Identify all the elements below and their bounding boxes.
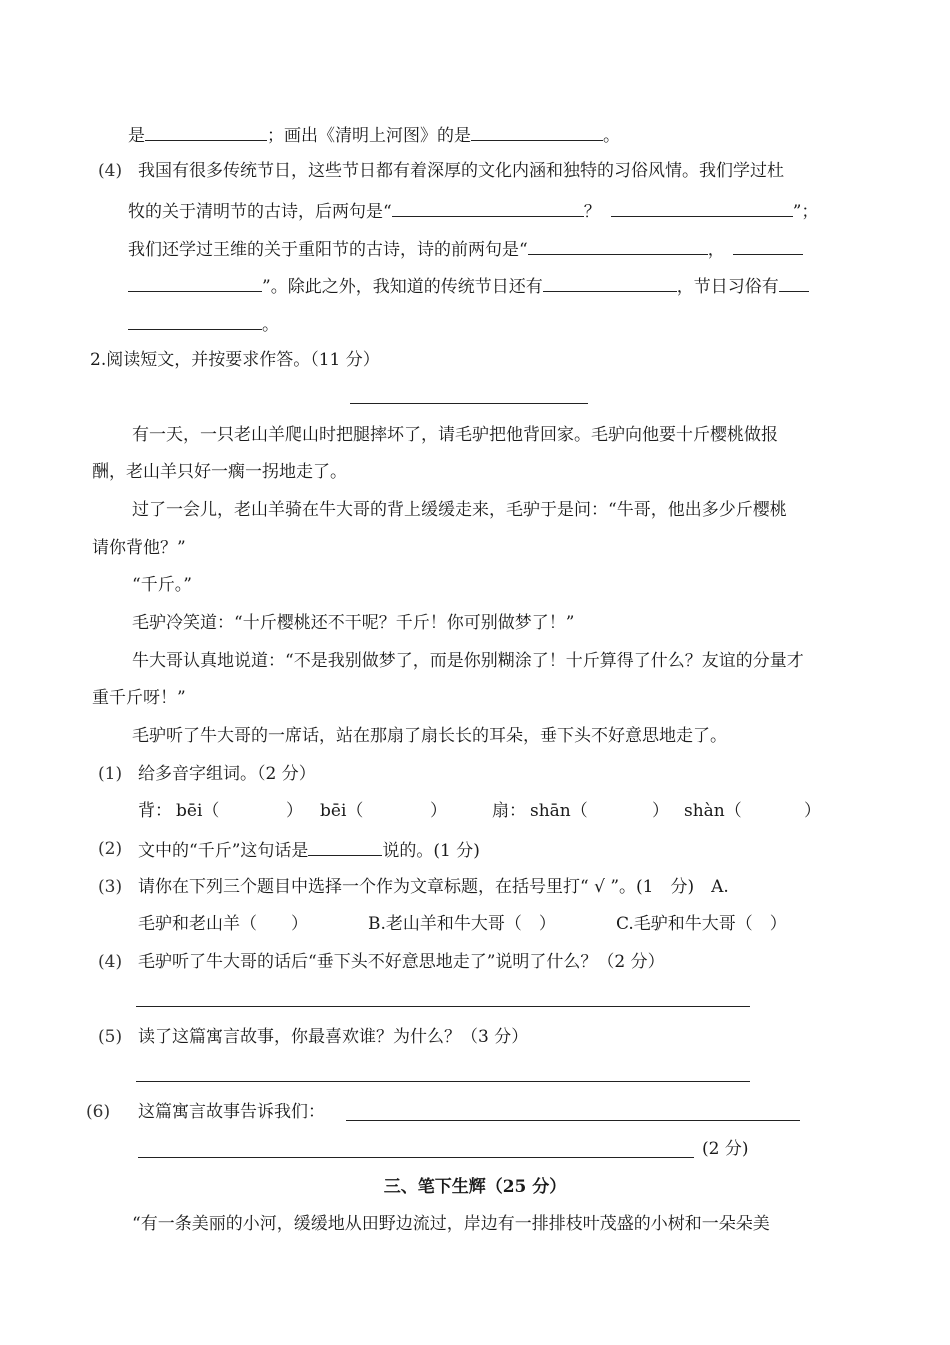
blank[interactable] [128, 311, 262, 330]
item4-line4 [128, 273, 809, 297]
question-4-text: 毛驴听了牛大哥的话后“垂下头不好意思地走了”说明了什么？（2 分） [138, 952, 665, 972]
q1-line1-text-c: 。 [603, 126, 620, 146]
item4-line3-text-a: 我们还学过王维的关于重阳节的古诗，诗的前两句是“ [128, 240, 528, 260]
item4-line2 [128, 198, 818, 222]
paren-close: ） [652, 801, 669, 821]
paren-close: ） [430, 801, 447, 821]
item4-line5 [128, 311, 279, 335]
blank[interactable] [128, 273, 262, 292]
section-3-title: 三、笔下生辉（25 分） [383, 1177, 567, 1197]
blank[interactable] [779, 273, 809, 292]
question-3-text: 请你在下列三个题目中选择一个作为文章标题，在括号里打“ √ ”。(1 分) A. [138, 877, 729, 897]
question-2-number: (2) [98, 839, 123, 859]
question-3-option-c[interactable]: C.毛驴和牛大哥（ ） [616, 914, 787, 934]
story-p2-l2: 请你背他？” [92, 538, 186, 558]
question-2-line [138, 837, 480, 861]
answer-line[interactable] [346, 1120, 800, 1121]
item4-line3 [128, 236, 803, 260]
question-3-option-b[interactable]: B.老山羊和牛大哥（ ） [368, 914, 556, 934]
item4-number: (4) [98, 161, 123, 181]
question-6-number: (6) [86, 1102, 111, 1122]
paren-close: ） [804, 801, 821, 821]
paren-close: ） [286, 801, 303, 821]
question-6-text: 这篇寓言故事告诉我们： [138, 1102, 325, 1122]
q2-heading: 2.阅读短文，并按要求作答。（11 分） [90, 350, 380, 370]
item4-line2-text-c: ”； [792, 202, 819, 222]
answer-line[interactable] [136, 1081, 750, 1082]
q1-line1-text-a: 是 [128, 126, 145, 146]
question-3-number: (3) [98, 877, 123, 897]
question-2-text-a: 文中的“千斤”这句话是 [138, 841, 309, 861]
story-p3: “千斤。” [132, 575, 192, 595]
item4-line4-text-b: ，节日习俗有 [676, 277, 779, 297]
question-1-number: (1) [98, 764, 123, 784]
item4-line1: 我国有很多传统节日，这些节日都有着深厚的文化内涵和独特的习俗风情。我们学过杜 [138, 161, 784, 181]
story-p6: 毛驴听了牛大哥的一席话，站在那扇了扇长长的耳朵，垂下头不好意思地走了。 [132, 726, 727, 746]
question-1-bei2: bēi（ [320, 801, 364, 821]
section-3-intro: “有一条美丽的小河，缓缓地从田野边流过，岸边有一排排枝叶茂盛的小树和一朵朵美 [132, 1214, 770, 1234]
blank[interactable] [733, 236, 803, 255]
answer-line[interactable] [138, 1157, 694, 1158]
item4-line2-text-a: 牧的关于清明节的古诗，后两句是“ [128, 202, 392, 222]
question-1-shan2: shàn（ [684, 801, 742, 821]
blank[interactable] [471, 122, 603, 141]
question-5-text: 读了这篇寓言故事，你最喜欢谁？为什么？（3 分） [138, 1027, 529, 1047]
blank[interactable] [308, 837, 382, 856]
item4-line2-text-b: ？ [583, 202, 601, 222]
item4-line5-text: 。 [262, 315, 279, 335]
story-p4: 毛驴冷笑道：“十斤樱桃还不干呢？千斤！你可别做梦了！” [132, 613, 575, 633]
blank[interactable] [611, 198, 793, 217]
story-p2-l1: 过了一会儿，老山羊骑在牛大哥的背上缓缓走来，毛驴于是问：“牛哥，他出多少斤樱桃 [132, 500, 787, 520]
item4-line3-text-b: ， [707, 240, 725, 260]
question-6-score: (2 分) [702, 1139, 749, 1159]
question-1-text: 给多音字组词。（2 分） [138, 764, 316, 784]
story-title-blank[interactable] [350, 403, 588, 404]
blank[interactable] [392, 198, 584, 217]
question-2-text-b: 说的。(1 分) [382, 841, 480, 861]
story-p1-l1: 有一天，一只老山羊爬山时把腿摔坏了，请毛驴把他背回家。毛驴向他要十斤樱桃做报 [132, 425, 778, 445]
blank[interactable] [543, 273, 677, 292]
question-4-number: (4) [98, 952, 123, 972]
question-5-number: (5) [98, 1027, 123, 1047]
blank[interactable] [528, 236, 708, 255]
blank[interactable] [145, 122, 267, 141]
question-1-shan1: shān（ [530, 801, 588, 821]
answer-line[interactable] [136, 1006, 750, 1007]
question-1-bei-char: 背： [138, 801, 172, 821]
q1-line1-text-b: ；画出《清明上河图》的是 [267, 126, 471, 146]
story-p5-l1: 牛大哥认真地说道：“不是我别做梦了，而是你别糊涂了！十斤算得了什么？友谊的分量才 [132, 651, 804, 671]
story-p1-l2: 酬，老山羊只好一瘸一拐地走了。 [92, 462, 347, 482]
question-1-shan-char: 扇： [492, 801, 526, 821]
story-p5-l2: 重千斤呀！” [92, 688, 186, 708]
question-3-option-a[interactable]: 毛驴和老山羊（ ） [138, 914, 308, 934]
question-1-bei1: bēi（ [176, 801, 220, 821]
q1-line1 [128, 122, 620, 146]
item4-line4-text-a: ”。除此之外，我知道的传统节日还有 [262, 277, 543, 297]
